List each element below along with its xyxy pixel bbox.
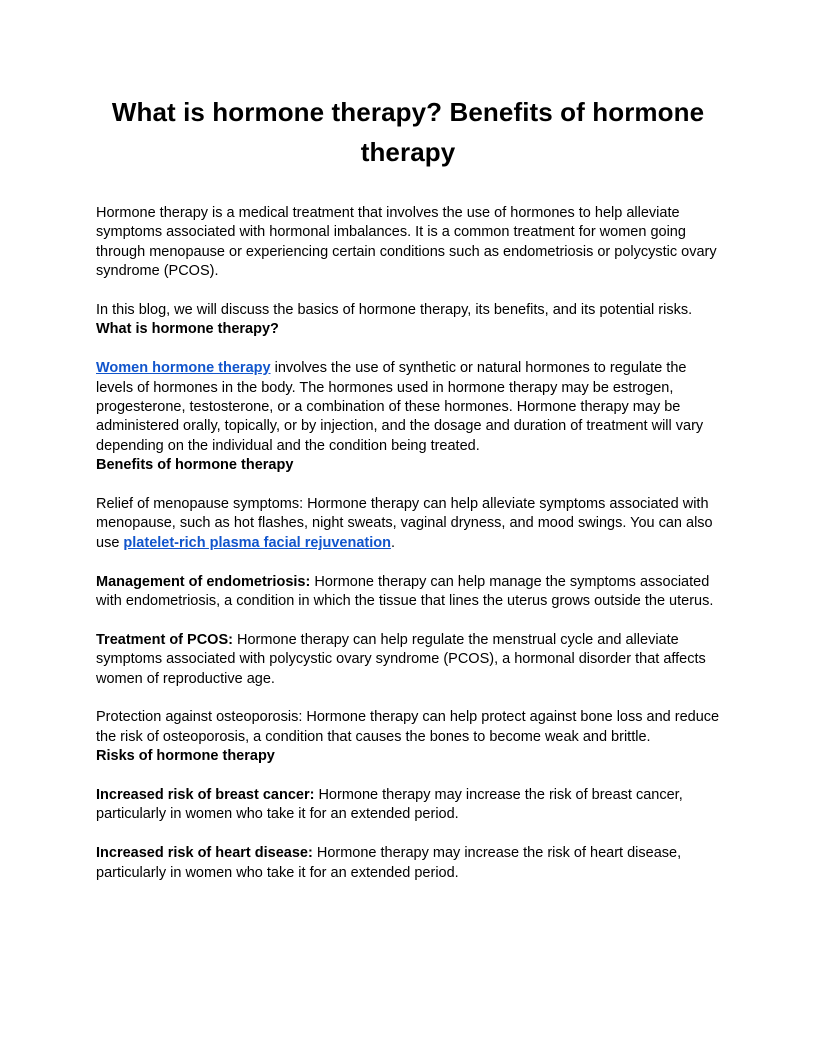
heart-disease-body: Hormone therapy may increase the risk of heart disease, particularly in women who take it for an extended period. — [96, 845, 682, 881]
menopause-relief-paragraph — [96, 495, 720, 553]
menopause-relief-end: . — [390, 534, 395, 551]
breast-cancer-lead: Increased risk of breast cancer: — [96, 787, 315, 804]
document-page — [96, 92, 720, 883]
breast-cancer-paragraph — [96, 786, 720, 825]
endometriosis-paragraph — [96, 573, 720, 612]
section-heading-what-is: What is hormone therapy? — [96, 321, 279, 338]
endometriosis-lead: Management of endometriosis: — [96, 573, 311, 590]
intro-paragraph: Hormone therapy is a medical treatment that involves the use of hormones to help alleviate symptoms associated with hormonal imbalances. It is a common treatment for women going through menopause or experiencing certain conditions such as endometriosis or polycystic ovary syndrome (PCOS). — [96, 205, 717, 280]
women-hormone-therapy-link[interactable]: Women hormone therapy — [96, 360, 271, 377]
pcos-lead: Treatment of PCOS: — [96, 631, 233, 648]
section-heading-risks: Risks of hormone therapy — [96, 748, 275, 765]
intro-paragraph-2: In this blog, we will discuss the basics of hormone therapy, its benefits, and its potential risks. — [96, 302, 693, 319]
heart-disease-lead: Increased risk of heart disease: — [96, 845, 313, 862]
what-is-paragraph — [96, 359, 720, 456]
endometriosis-body: Hormone therapy can help manage the symptoms associated with endometriosis, a condition in which the tissue that lines the uterus grows outside the uterus. — [96, 573, 714, 610]
prp-facial-link[interactable]: platelet-rich plasma facial rejuvenation — [123, 534, 391, 551]
section-heading-benefits: Benefits of hormone therapy — [96, 457, 294, 474]
pcos-paragraph — [96, 631, 720, 689]
breast-cancer-body: Hormone therapy may increase the risk of breast cancer, particularly in women who take it for an extended period. — [96, 787, 683, 823]
osteoporosis-paragraph: Protection against osteoporosis: Hormone therapy can help protect against bone loss and reduce the risk of osteoporosis, a condition that causes the bones to become weak and brittle. — [96, 709, 720, 745]
pcos-body: Hormone therapy can help regulate the menstrual cycle and alleviate symptoms associated with polycystic ovary syndrome (PCOS), a hormonal disorder that affects women of reproductive age. — [96, 631, 706, 687]
page-title: What is hormone therapy? Benefits of hormone therapy — [111, 97, 705, 167]
what-is-body: involves the use of synthetic or natural hormones to regulate the levels of hormones in the body. The hormones used in hormone therapy may be estrogen, progesterone, testosterone, or a combination of these hormones. Hormone therapy may be administered orally, topically, or by injection, and the dosage and duration of treatment will vary depending on the individual and the condition being treated. — [96, 360, 704, 454]
heart-disease-paragraph — [96, 844, 720, 883]
menopause-relief-text: Relief of menopause symptoms: Hormone therapy can help alleviate symptoms associated with menopause, such as hot flashes, night sweats, vaginal dryness, and mood swings. You can also use — [96, 496, 713, 551]
